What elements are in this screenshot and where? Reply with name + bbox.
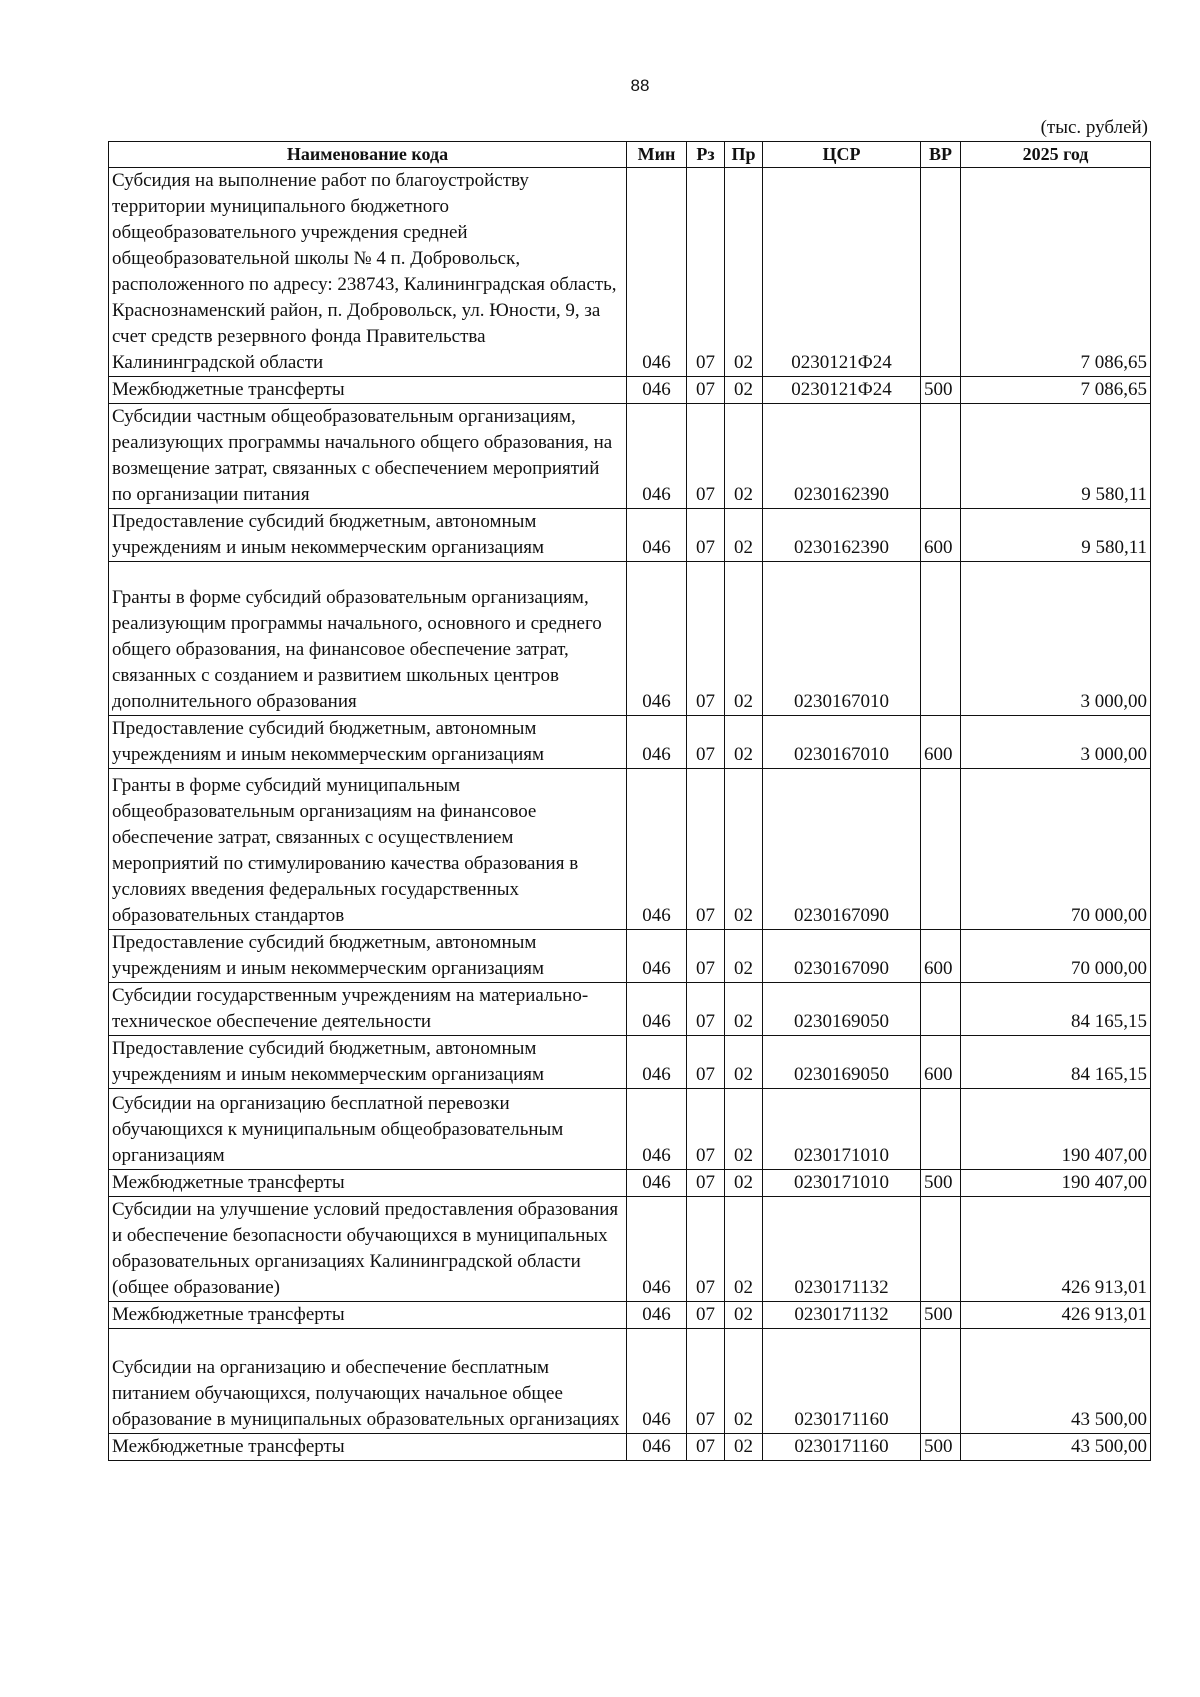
cell-min: 046: [627, 377, 687, 404]
cell-vr: [921, 769, 961, 930]
cell-name: Субсидии на организацию и обеспечение бесплатным питанием обучающихся, получающих начальное общее образование в муниципальных образовательных организациях: [109, 1329, 627, 1434]
cell-amount: 70 000,00: [961, 769, 1151, 930]
cell-csr: 0230169050: [763, 983, 921, 1036]
cell-vr: 500: [921, 1302, 961, 1329]
cell-amount: 43 500,00: [961, 1329, 1151, 1434]
cell-pr: 02: [725, 1329, 763, 1434]
cell-min: 046: [627, 983, 687, 1036]
cell-amount: 190 407,00: [961, 1170, 1151, 1197]
cell-vr: [921, 404, 961, 509]
cell-vr: 600: [921, 509, 961, 562]
cell-min: 046: [627, 1036, 687, 1089]
cell-rz: 07: [687, 509, 725, 562]
cell-name: Субсидия на выполнение работ по благоустройству территории муниципального бюджетного общеобразовательного учреждения средней общеобразовательной школы № 4 п. Добровольск, расположенного по адресу: 238743, Калининградская область, Краснознаменский район, п. Добровольск, ул. Юности, 9, за счет средств резервного фонда Правительства Калининградской области: [109, 168, 627, 377]
cell-vr: 600: [921, 930, 961, 983]
cell-name: Межбюджетные трансферты: [109, 377, 627, 404]
cell-vr: 500: [921, 1170, 961, 1197]
column-header-rz: Рз: [687, 142, 725, 168]
cell-csr: 0230171132: [763, 1302, 921, 1329]
cell-rz: 07: [687, 1329, 725, 1434]
column-header-min: Мин: [627, 142, 687, 168]
cell-amount: 3 000,00: [961, 562, 1151, 716]
cell-vr: [921, 168, 961, 377]
cell-rz: 07: [687, 1170, 725, 1197]
cell-csr: 0230167010: [763, 562, 921, 716]
table-row: [109, 1197, 1151, 1302]
cell-csr: 0230171160: [763, 1329, 921, 1434]
cell-vr: [921, 983, 961, 1036]
cell-name: Субсидии на улучшение условий предоставления образования и обеспечение безопасности обучающихся в муниципальных образовательных организациях Калининградской области (общее образование): [109, 1197, 627, 1302]
cell-amount: 84 165,15: [961, 983, 1151, 1036]
cell-amount: 9 580,11: [961, 404, 1151, 509]
cell-amount: 9 580,11: [961, 509, 1151, 562]
table-row: [109, 1302, 1151, 1329]
cell-name: Субсидии государственным учреждениям на материально-техническое обеспечение деятельности: [109, 983, 627, 1036]
cell-pr: 02: [725, 1302, 763, 1329]
column-header-amount: 2025 год: [961, 142, 1151, 168]
cell-csr: 0230162390: [763, 509, 921, 562]
cell-name: Гранты в форме субсидий образовательным организациям, реализующим программы начального, основного и среднего общего образования, на финансовое обеспечение затрат, связанных с созданием и развитием школьных центров дополнительного образования: [109, 562, 627, 716]
table-row: [109, 769, 1151, 930]
cell-rz: 07: [687, 769, 725, 930]
table-row: [109, 716, 1151, 769]
cell-csr: 0230167090: [763, 930, 921, 983]
cell-rz: 07: [687, 404, 725, 509]
cell-min: 046: [627, 404, 687, 509]
cell-rz: 07: [687, 930, 725, 983]
cell-csr: 0230171160: [763, 1434, 921, 1461]
cell-amount: 70 000,00: [961, 930, 1151, 983]
cell-amount: 426 913,01: [961, 1302, 1151, 1329]
cell-min: 046: [627, 1329, 687, 1434]
cell-amount: 7 086,65: [961, 377, 1151, 404]
cell-csr: 0230169050: [763, 1036, 921, 1089]
cell-vr: [921, 1089, 961, 1170]
table-row: [109, 377, 1151, 404]
cell-rz: 07: [687, 716, 725, 769]
cell-name: Межбюджетные трансферты: [109, 1302, 627, 1329]
cell-name: Предоставление субсидий бюджетным, автономным учреждениям и иным некоммерческим организациям: [109, 930, 627, 983]
cell-vr: 600: [921, 1036, 961, 1089]
cell-pr: 02: [725, 1170, 763, 1197]
column-header-vr: ВР: [921, 142, 961, 168]
table-row: [109, 1170, 1151, 1197]
cell-csr: 0230121Ф24: [763, 168, 921, 377]
cell-min: 046: [627, 716, 687, 769]
cell-name: Предоставление субсидий бюджетным, автономным учреждениям и иным некоммерческим организациям: [109, 509, 627, 562]
table-row: [109, 1329, 1151, 1434]
cell-pr: 02: [725, 983, 763, 1036]
cell-pr: 02: [725, 509, 763, 562]
cell-name: Межбюджетные трансферты: [109, 1434, 627, 1461]
cell-vr: [921, 562, 961, 716]
cell-min: 046: [627, 769, 687, 930]
cell-amount: 43 500,00: [961, 1434, 1151, 1461]
cell-min: 046: [627, 1197, 687, 1302]
cell-csr: 0230121Ф24: [763, 377, 921, 404]
cell-amount: 84 165,15: [961, 1036, 1151, 1089]
table-row: [109, 983, 1151, 1036]
cell-amount: 190 407,00: [961, 1089, 1151, 1170]
cell-min: 046: [627, 1302, 687, 1329]
cell-pr: 02: [725, 1036, 763, 1089]
cell-pr: 02: [725, 377, 763, 404]
cell-pr: 02: [725, 930, 763, 983]
cell-csr: 0230162390: [763, 404, 921, 509]
cell-name: Гранты в форме субсидий муниципальным общеобразовательным организациям на финансовое обеспечение затрат, связанных с осуществлением мероприятий по стимулированию качества образования в условиях введения федеральных государственных образовательных стандартов: [109, 769, 627, 930]
cell-min: 046: [627, 1434, 687, 1461]
cell-vr: 600: [921, 716, 961, 769]
cell-rz: 07: [687, 1036, 725, 1089]
table-row: [109, 1036, 1151, 1089]
cell-csr: 0230171132: [763, 1197, 921, 1302]
cell-amount: 7 086,65: [961, 168, 1151, 377]
cell-name: Межбюджетные трансферты: [109, 1170, 627, 1197]
cell-min: 046: [627, 930, 687, 983]
cell-pr: 02: [725, 562, 763, 716]
cell-rz: 07: [687, 168, 725, 377]
cell-vr: 500: [921, 377, 961, 404]
budget-table: [108, 141, 1151, 1461]
cell-amount: 426 913,01: [961, 1197, 1151, 1302]
cell-min: 046: [627, 562, 687, 716]
cell-pr: 02: [725, 404, 763, 509]
cell-vr: [921, 1197, 961, 1302]
cell-vr: [921, 1329, 961, 1434]
table-row: [109, 1089, 1151, 1170]
table-row: [109, 1434, 1151, 1461]
cell-csr: 0230167010: [763, 716, 921, 769]
cell-name: Предоставление субсидий бюджетным, автономным учреждениям и иным некоммерческим организациям: [109, 1036, 627, 1089]
column-header-name: Наименование кода: [109, 142, 627, 168]
cell-pr: 02: [725, 1197, 763, 1302]
cell-pr: 02: [725, 716, 763, 769]
cell-min: 046: [627, 168, 687, 377]
cell-pr: 02: [725, 769, 763, 930]
cell-pr: 02: [725, 1089, 763, 1170]
page-number: 88: [630, 76, 650, 95]
table-row: [109, 509, 1151, 562]
cell-name: Субсидии на организацию бесплатной перевозки обучающихся к муниципальным общеобразовательным организациям: [109, 1089, 627, 1170]
cell-vr: 500: [921, 1434, 961, 1461]
table-row: [109, 168, 1151, 377]
column-header-csr: ЦСР: [763, 142, 921, 168]
cell-name: Субсидии частным общеобразовательным организациям, реализующих программы начального общего образования, на возмещение затрат, связанных с обеспечением мероприятий по организации питания: [109, 404, 627, 509]
cell-name: Предоставление субсидий бюджетным, автономным учреждениям и иным некоммерческим организациям: [109, 716, 627, 769]
cell-rz: 07: [687, 377, 725, 404]
column-header-pr: Пр: [725, 142, 763, 168]
cell-min: 046: [627, 1170, 687, 1197]
cell-pr: 02: [725, 168, 763, 377]
cell-rz: 07: [687, 983, 725, 1036]
table-row: [109, 562, 1151, 716]
cell-min: 046: [627, 1089, 687, 1170]
cell-rz: 07: [687, 1302, 725, 1329]
table-header-row: [109, 142, 1151, 168]
cell-pr: 02: [725, 1434, 763, 1461]
cell-min: 046: [627, 509, 687, 562]
cell-csr: 0230171010: [763, 1089, 921, 1170]
cell-rz: 07: [687, 562, 725, 716]
units-label: (тыс. рублей): [1040, 117, 1148, 138]
cell-rz: 07: [687, 1197, 725, 1302]
cell-rz: 07: [687, 1089, 725, 1170]
cell-csr: 0230167090: [763, 769, 921, 930]
cell-csr: 0230171010: [763, 1170, 921, 1197]
cell-rz: 07: [687, 1434, 725, 1461]
cell-amount: 3 000,00: [961, 716, 1151, 769]
table-row: [109, 404, 1151, 509]
table-row: [109, 930, 1151, 983]
